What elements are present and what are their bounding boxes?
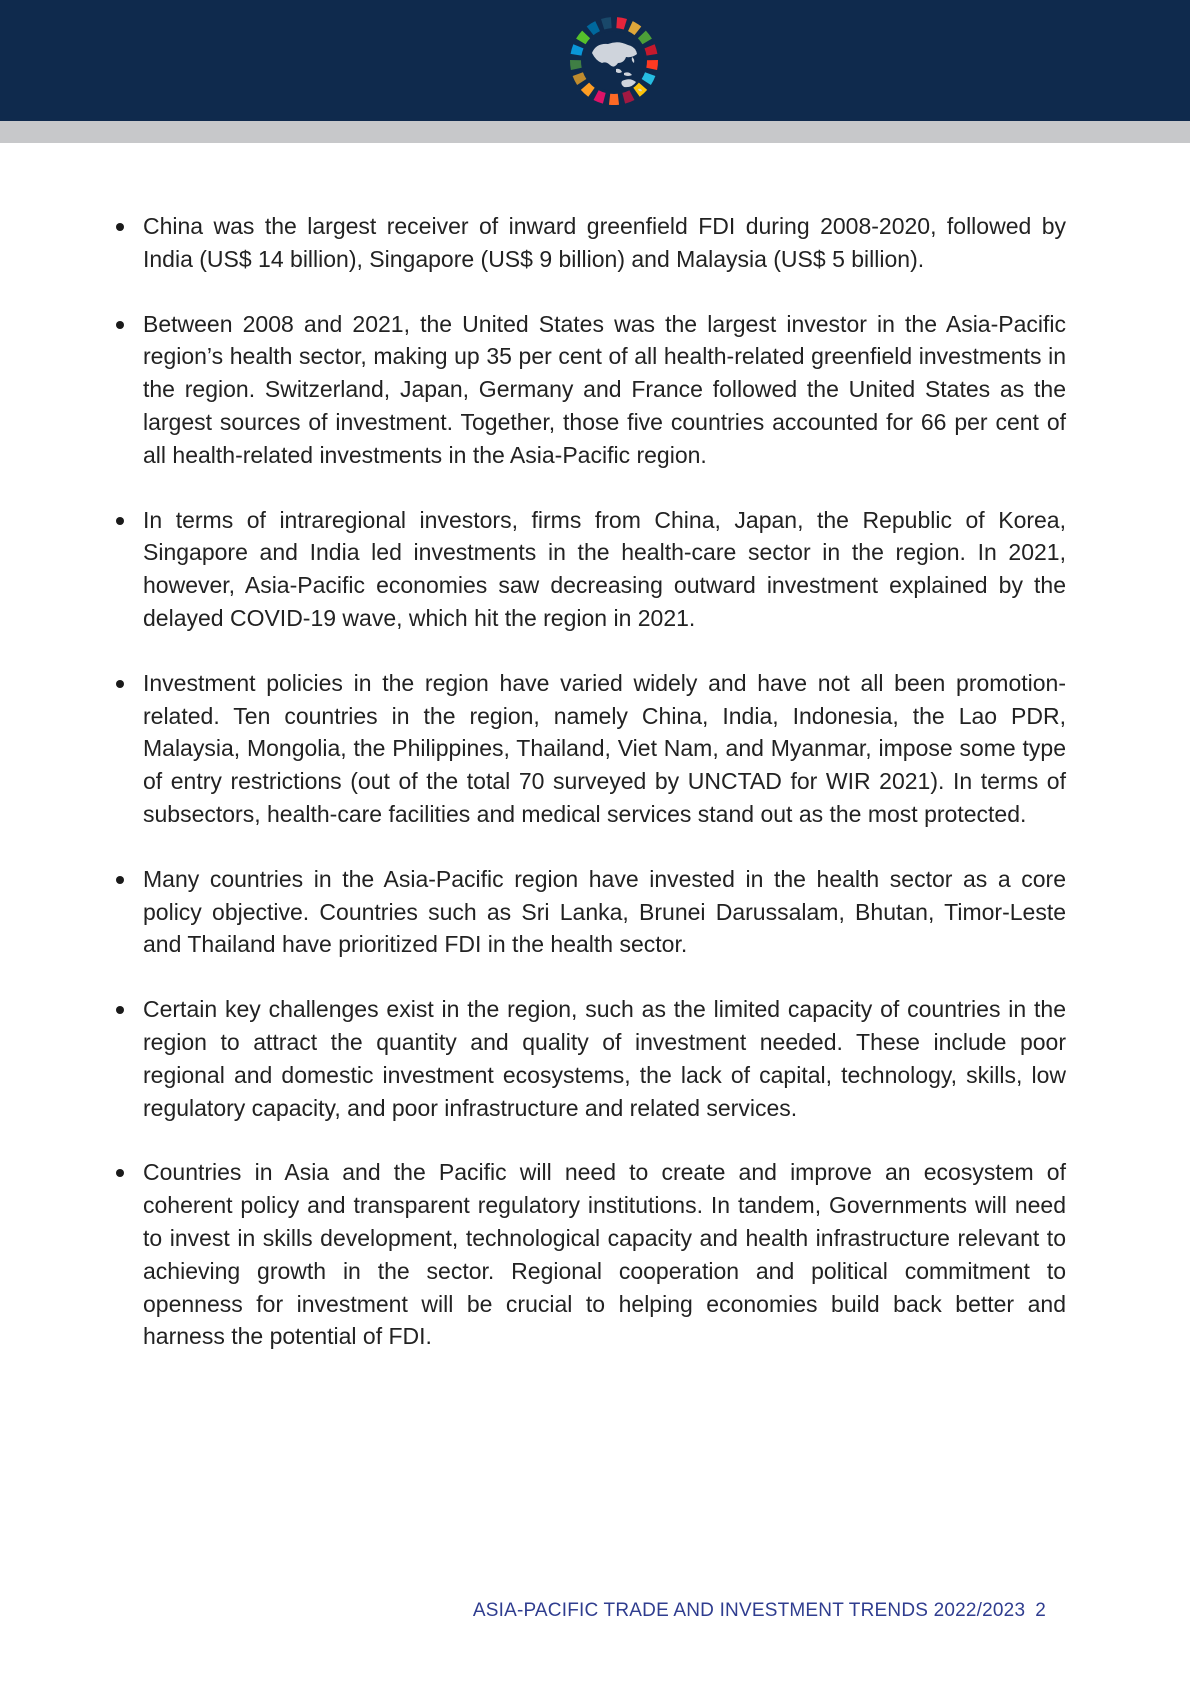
bullet-item <box>108 210 1066 276</box>
bullet-list <box>108 210 1066 1353</box>
bullet-text: China was the largest receiver of inward greenfield FDI during 2008-2020, followed by India (US$ 14 billion), Singapore (US$ 9 billion) and Malaysia (US$ 5 billion). <box>143 213 1066 272</box>
bullet-text: In terms of intraregional investors, firms from China, Japan, the Republic of Korea, Singapore and India led investments in the health-care sector in the region. In 2021, however, Asia-Pacific economies saw decreasing outward investment explained by the delayed COVID-19 wave, which hit the region in 2021. <box>143 506 1066 631</box>
bullet-dot-icon <box>116 223 124 231</box>
page-number: 2 <box>1035 1600 1046 1621</box>
sdg-ring-segment <box>644 44 657 55</box>
bullet-text: Between 2008 and 2021, the United States was the largest investor in the Asia-Pacific region’s health sector, making up 35 per cent of all health-related greenfield investments in the region. Switzerland, Japan, Germany and France followed the United States as the largest sources of investment. Together, those five countries accounted for 66 per cent of all health-related investments in the Asia-Pacific region. <box>143 310 1066 468</box>
sdg-ring-segment <box>571 44 584 55</box>
sdg-ring-segment <box>570 60 582 70</box>
bullet-dot-icon <box>116 1006 124 1014</box>
bullet-text: Certain key challenges exist in the region, such as the limited capacity of countries in the region to attract the quantity and quality of investment needed. These include poor regional and domestic investment ecosystems, the lack of capital, technology, skills, low regulatory capacity, and poor infrastructure and related services. <box>143 996 1066 1121</box>
bullet-item <box>108 504 1066 635</box>
sdg-ring-segment <box>638 31 652 45</box>
bullet-dot-icon <box>116 1169 124 1177</box>
bullet-dot-icon <box>116 517 124 525</box>
sdg-color-wheel-asia-pacific-map-icon <box>566 13 662 109</box>
bullet-text: Many countries in the Asia-Pacific region have invested in the health sector as a core policy objective. Countries such as Sri Lanka, Brunei Darussalam, Bhutan, Timor-Leste and Thailand have prioritized FDI in the health sector. <box>143 865 1066 958</box>
sdg-ring-segment <box>622 90 634 103</box>
sdg-ring-segment <box>616 17 627 29</box>
sdg-ring-segment <box>581 83 595 97</box>
sdg-ring-segment <box>576 31 590 45</box>
bullet-item <box>108 993 1066 1124</box>
bullet-text: Investment policies in the region have varied widely and have not all been promotion-related. Ten countries in the region, namely China, India, Indonesia, the Lao PDR, Malaysia, Mongolia, the Philippines, Thailand, Viet Nam, and Myanmar, impose some type of entry restrictions (out of the total 70 surveyed by UNCTAD for WIR 2021). In terms of subsectors, health-care facilities and medical services stand out as the most protected. <box>143 669 1066 827</box>
sdg-ring-segment <box>646 60 658 70</box>
bullet-dot-icon <box>116 321 124 329</box>
sdg-ring-segment <box>594 90 606 103</box>
sdg-ring-segment <box>573 72 587 85</box>
sdg-ring-segment <box>601 17 612 29</box>
header-rule <box>0 121 1190 143</box>
bullet-item <box>108 667 1066 831</box>
bullet-text: Countries in Asia and the Pacific will need to create and improve an ecosystem of coherent policy and transparent regulatory institutions. In tandem, Governments will need to invest in skills development, technological capacity and health infrastructure relevant to achieving growth in the sector. Regional cooperation and political commitment to openness for investment will be crucial to helping economies build back better and harness the potential of FDI. <box>143 1159 1066 1350</box>
sdg-ring-segment <box>628 21 641 35</box>
bullet-item <box>108 308 1066 472</box>
main-content <box>108 210 1066 1385</box>
bullet-dot-icon <box>116 876 124 884</box>
page-footer <box>473 1600 1046 1622</box>
sdg-ring-segment <box>642 72 656 85</box>
bullet-item <box>108 1156 1066 1353</box>
bullet-dot-icon <box>116 680 124 688</box>
bullet-item <box>108 863 1066 961</box>
sdg-ring-segment <box>609 94 619 105</box>
sdg-ring-segment <box>587 21 600 35</box>
footer-title: ASIA-PACIFIC TRADE AND INVESTMENT TRENDS 2022/2023 <box>472 1600 1026 1621</box>
